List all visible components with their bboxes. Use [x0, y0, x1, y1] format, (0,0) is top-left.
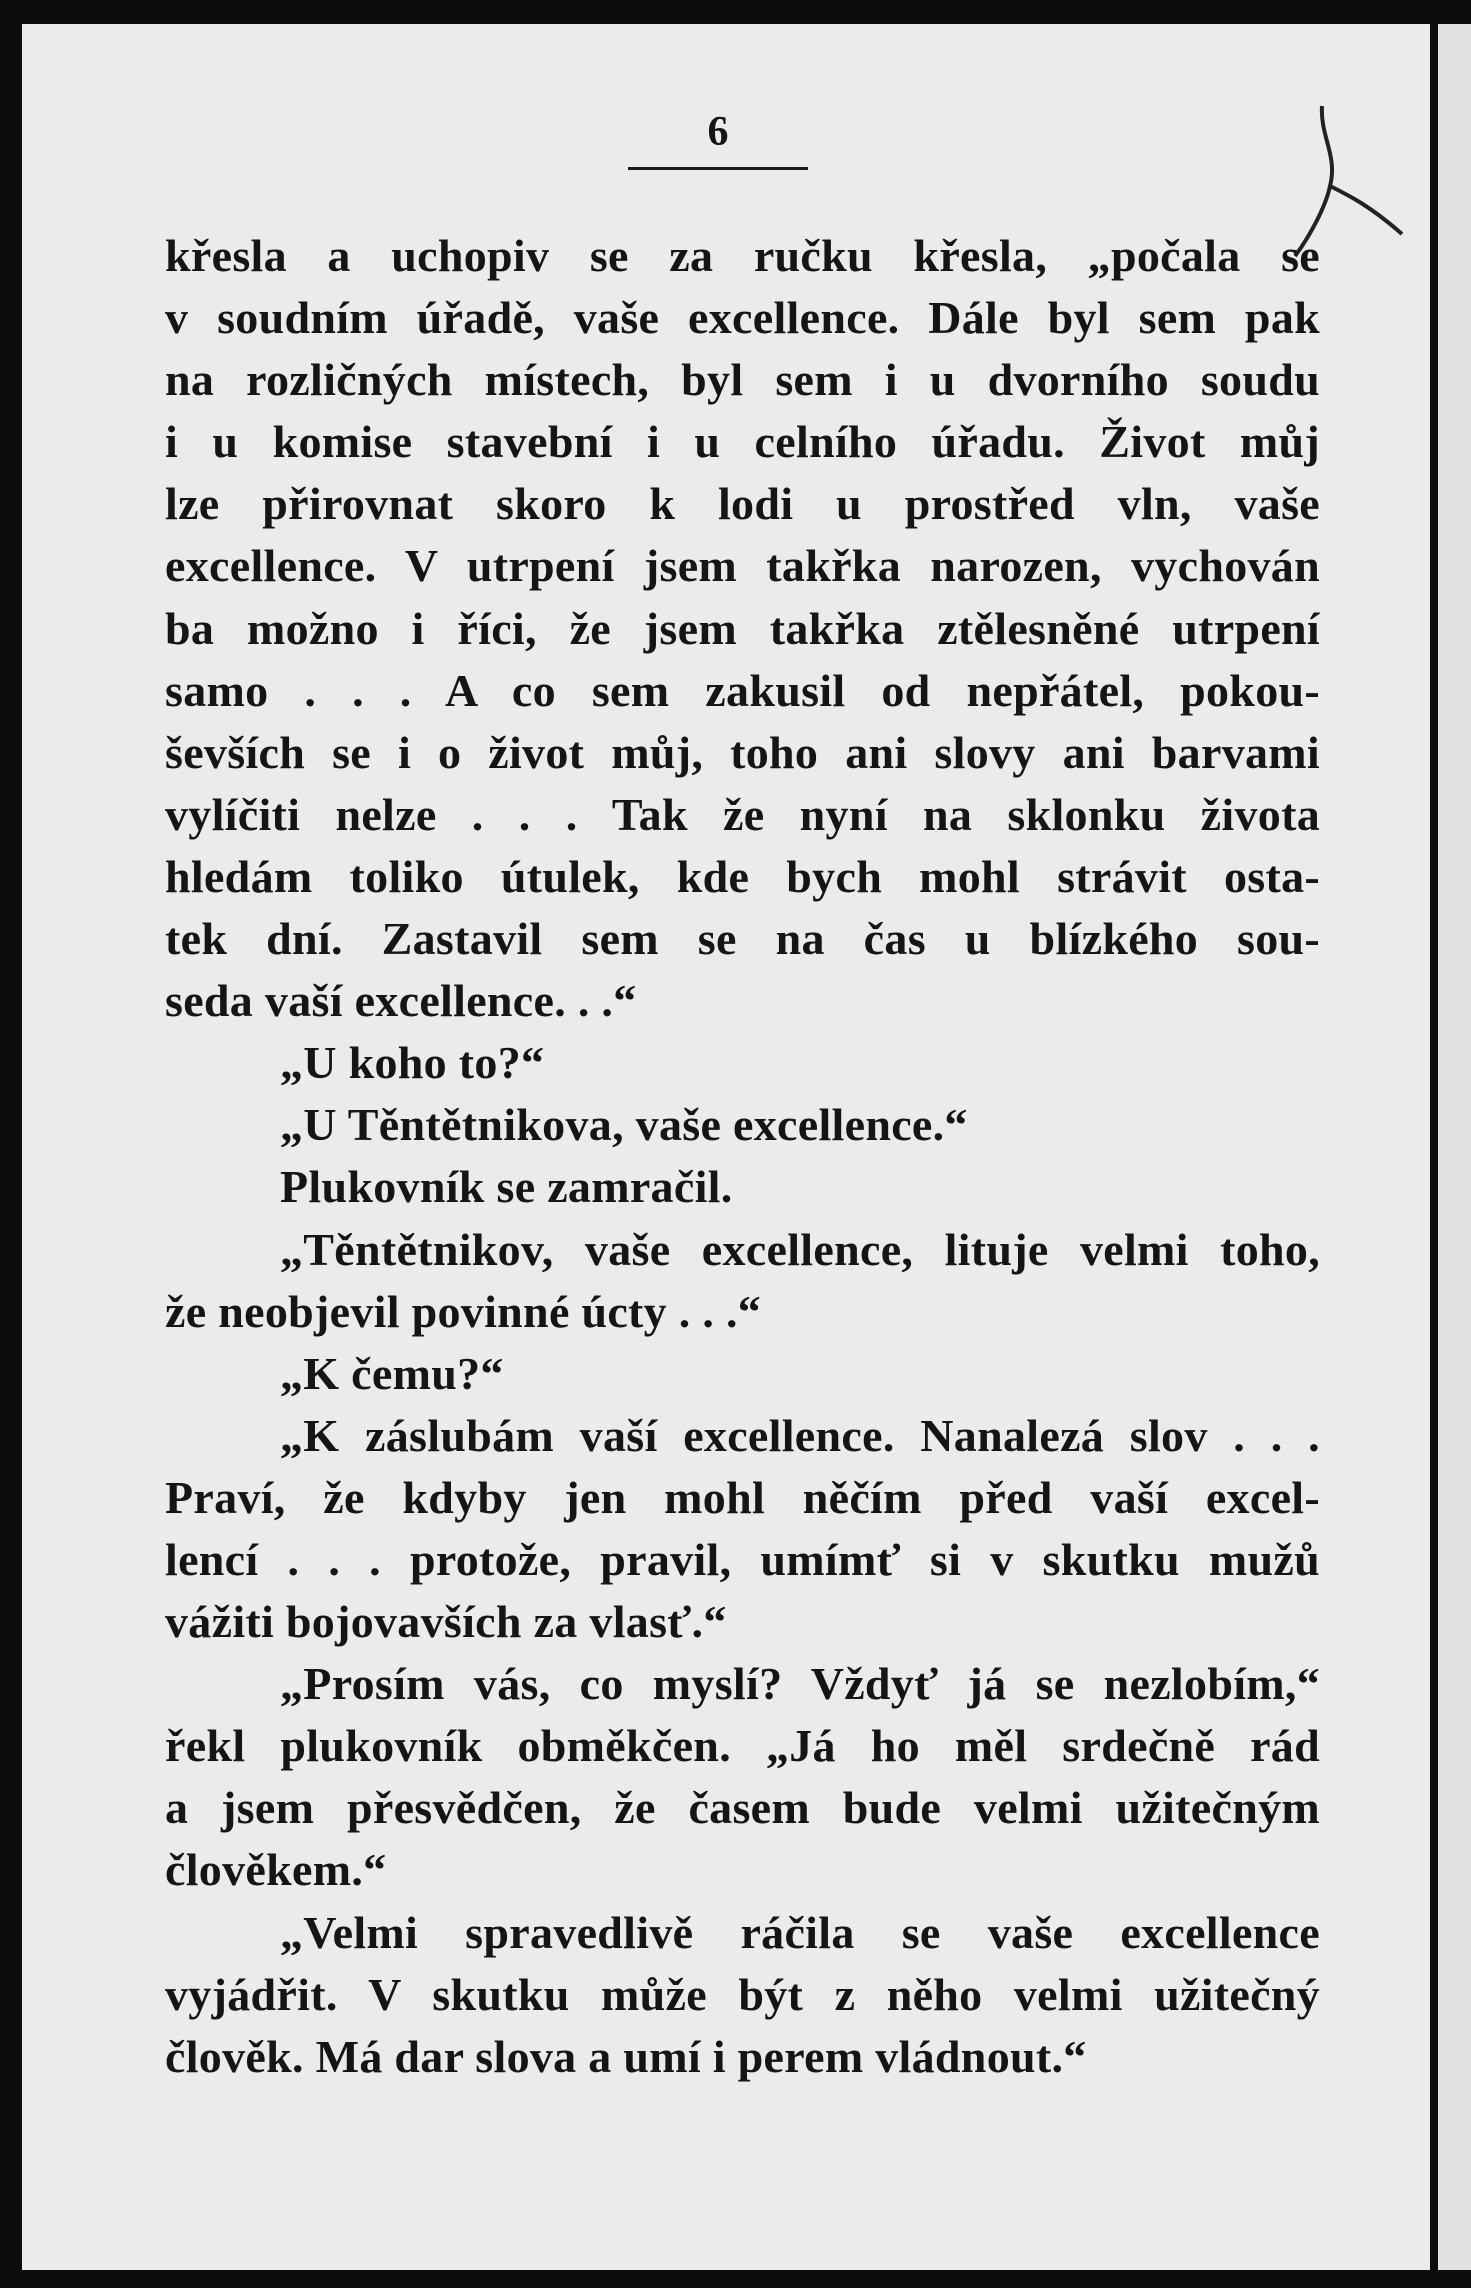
text-line: lze přirovnat skoro k lodi u prostřed vln, vaše — [165, 478, 1320, 530]
text-line: vyjádřit. V skutku může být z něho velmi užitečný — [165, 1968, 1320, 2020]
text-line: „Velmi spravedlivě ráčila se vaše excellence — [280, 1906, 1320, 1958]
text-line: křesla a uchopiv se za ručku křesla, „počala se — [165, 230, 1320, 281]
text-line: „Těntětnikov, vaše excellence, lituje velmi toho, — [280, 1223, 1320, 1275]
text-line: „K čemu?“ — [280, 1347, 504, 1399]
adjacent-page-edge — [1438, 24, 1471, 2270]
text-line: „Prosím vás, co myslí? Vždyť já se nezlobím,“ — [280, 1658, 1320, 1710]
body-text — [165, 225, 1320, 2088]
text-line: ba možno i říci, že jsem takřka ztělesněné utrpení — [165, 602, 1320, 654]
text-line: „U koho to?“ — [280, 1037, 545, 1089]
text-line: a jsem přesvědčen, že časem bude velmi užitečným — [165, 1782, 1320, 1834]
text-line: seda vaší excellence. . .“ — [165, 975, 637, 1027]
text-line: vylíčiti nelze . . . Tak že nyní na sklonku života — [165, 788, 1320, 840]
text-line: lencí . . . protože, pravil, umímť si v skutku mužů — [165, 1533, 1320, 1585]
text-line: člověkem.“ — [165, 1844, 387, 1896]
text-line: „K záslubám vaší excellence. Nanalezá slov . . . — [280, 1409, 1320, 1461]
text-line: Plukovník se zamračil. — [280, 1161, 733, 1213]
text-line: tek dní. Zastavil sem se na čas u blízkého sou- — [165, 913, 1320, 965]
text-line: v soudním úřadě, vaše excellence. Dále byl sem pak — [165, 292, 1320, 344]
text-line: ševších se i o život můj, toho ani slovy ani barvami — [165, 726, 1320, 778]
text-line: i u komise stavební i u celního úřadu. Život můj — [165, 416, 1320, 468]
text-line: excellence. V utrpení jsem takřka narozen, vychován — [165, 540, 1320, 592]
text-line: na rozličných místech, byl sem i u dvorního soudu — [165, 354, 1320, 406]
page-number: 6 — [707, 109, 729, 155]
text-line: hledám toliko útulek, kde bych mohl strávit osta- — [165, 850, 1320, 902]
page-number-rule — [628, 167, 808, 170]
text-line: „U Těntětnikova, vaše excellence.“ — [280, 1099, 968, 1151]
text-line: člověk. Má dar slova a umí i perem vládnout.“ — [165, 2030, 1087, 2082]
text-line: samo . . . A co sem zakusil od nepřátel, pokou- — [165, 664, 1320, 716]
text-line: řekl plukovník obměkčen. „Já ho měl srdečně rád — [165, 1720, 1320, 1772]
text-line: vážiti bojovavších za vlasť.“ — [165, 1596, 727, 1648]
text-line: Praví, že kdyby jen mohl něčím před vaší excel- — [165, 1471, 1320, 1523]
text-line: že neobjevil povinné úcty . . .“ — [165, 1285, 762, 1337]
